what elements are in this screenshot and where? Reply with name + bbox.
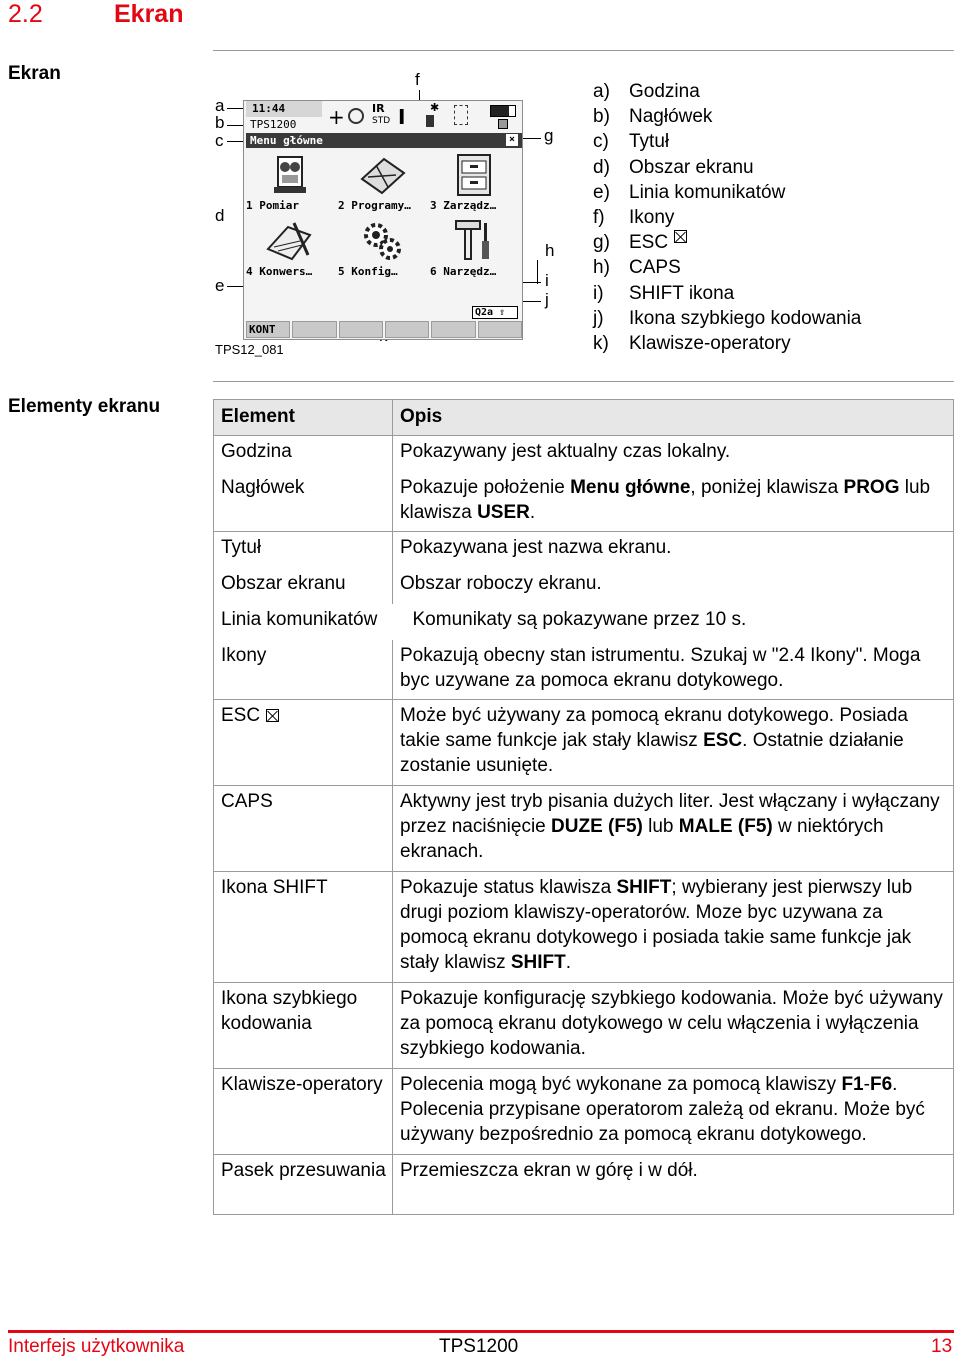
legend-text: CAPS bbox=[629, 257, 681, 279]
battery-icon[interactable] bbox=[490, 105, 516, 117]
legend-key: j) bbox=[593, 307, 604, 329]
element-name: ESC bbox=[221, 705, 261, 726]
desc-text: lub bbox=[642, 816, 679, 837]
chapter-title: Ekran bbox=[114, 0, 184, 28]
description-cell bbox=[393, 1069, 954, 1155]
element-cell: Tytuł bbox=[214, 532, 393, 568]
description-cell: Pokazuje konfigurację szybkiego kodowania. Może być używany za pomocą ekranu dotykowego w celu włączenia i wyłączenia szybkiego kodowania. bbox=[393, 983, 954, 1069]
element-cell: Obszar ekranu bbox=[214, 568, 393, 604]
menu-tile-label: 3 Zarządz… bbox=[430, 199, 497, 212]
element-cell: Ikony bbox=[214, 640, 393, 700]
plus-icon[interactable]: + bbox=[328, 105, 345, 129]
table-row bbox=[214, 436, 954, 472]
screen-title-text: Menu główne bbox=[250, 134, 323, 147]
footer-section-title: Interfejs użytkownika bbox=[8, 1336, 185, 1357]
element-cell: CAPS bbox=[214, 786, 393, 872]
callout-g: g bbox=[544, 126, 554, 145]
legend-item bbox=[593, 331, 861, 356]
menu-tile-konfig[interactable] bbox=[336, 219, 428, 283]
esc-box-icon bbox=[266, 709, 279, 722]
section-label-elements: Elementy ekranu bbox=[8, 396, 161, 417]
desc-text: . bbox=[529, 501, 536, 523]
legend-key: h) bbox=[593, 257, 610, 279]
menu-tile-programy[interactable] bbox=[336, 153, 428, 217]
menu-tile-label: 2 Programy… bbox=[338, 199, 411, 212]
element-cell: Ikona szybkiego kodowania bbox=[214, 983, 393, 1069]
legend-key: f) bbox=[593, 207, 605, 229]
legend-text: Linia komunikatów bbox=[629, 181, 786, 203]
callout-f: f bbox=[415, 70, 420, 89]
legend-key: g) bbox=[593, 232, 610, 254]
screen-figure bbox=[213, 70, 573, 365]
section-label-screen: Ekran bbox=[8, 63, 61, 84]
callout-c: c bbox=[215, 131, 224, 150]
legend-item bbox=[593, 129, 861, 154]
desc-keyword: SHIFT bbox=[616, 877, 672, 898]
screen-header: TPS1200 bbox=[250, 118, 297, 131]
desc-text: . bbox=[565, 952, 572, 973]
element-cell: Klawisze-operatory bbox=[214, 1069, 393, 1155]
softkey-f5[interactable] bbox=[431, 321, 475, 338]
desc-keyword: Menu główne bbox=[570, 476, 691, 498]
element-cell: Godzina bbox=[214, 436, 393, 472]
legend-text: ESC bbox=[629, 232, 669, 254]
desc-keyword: F1 bbox=[841, 1074, 864, 1095]
esc-box-icon bbox=[674, 230, 687, 243]
desc-text: w niektórych ekranach. bbox=[400, 816, 884, 862]
desc-text: - bbox=[863, 1074, 870, 1095]
desc-keyword: MALE (F5) bbox=[678, 816, 773, 837]
description-cell bbox=[393, 872, 954, 983]
desc-keyword: ESC bbox=[703, 730, 743, 751]
chapter-heading bbox=[8, 0, 183, 28]
leader-i bbox=[523, 282, 541, 283]
legend-item bbox=[593, 255, 861, 280]
menu-tile-label: 4 Konwers… bbox=[246, 265, 313, 278]
menu-tile-pomiar[interactable] bbox=[244, 153, 336, 217]
description-cell: Pokazywany jest aktualny czas lokalny. bbox=[393, 436, 954, 472]
lock-icon[interactable] bbox=[498, 119, 508, 129]
legend-text: Ikona szybkiego kodowania bbox=[629, 307, 862, 329]
menu-tile-label: 6 Narzędz… bbox=[430, 265, 497, 278]
legend-text: Godzina bbox=[629, 81, 700, 102]
softkey-f1[interactable]: KONT bbox=[246, 321, 290, 338]
description-cell bbox=[393, 700, 954, 786]
legend-key: c) bbox=[593, 131, 609, 153]
convert-icon bbox=[264, 219, 316, 263]
callout-b: b bbox=[215, 113, 225, 132]
table-row bbox=[214, 700, 954, 786]
menu-tile-label: 5 Konfig… bbox=[338, 265, 398, 278]
desc-keyword: F6 bbox=[869, 1074, 893, 1095]
bluetooth-icon[interactable]: ✱ bbox=[430, 101, 440, 114]
menu-tile-zarzadz[interactable] bbox=[428, 153, 520, 217]
footer-page-number: 13 bbox=[931, 1336, 953, 1357]
table-row bbox=[214, 1155, 954, 1215]
description-cell: Przemieszcza ekran w górę i w dół. bbox=[393, 1155, 954, 1215]
desc-text: . Polecenia przypisane operatorom zależą od ekranu. Może być używany bezpośrednio za pomocą ekranu dotykowego. bbox=[400, 1074, 925, 1145]
figure-id: TPS12_081 bbox=[215, 342, 284, 357]
desc-text: Pokazuje status klawisza bbox=[400, 877, 617, 898]
legend-text: Tytuł bbox=[629, 131, 670, 153]
legend-key: b) bbox=[593, 106, 610, 128]
legend-item bbox=[593, 104, 861, 129]
legend-item bbox=[593, 306, 861, 331]
callout-i: i bbox=[545, 271, 549, 290]
legend-item bbox=[593, 79, 861, 104]
desc-keyword: DUZE (F5) bbox=[551, 816, 643, 837]
description-cell: Pokazują obecny stan istrumentu. Szukaj w "2.4 Ikony". Moga byc uzywane za pomoca ekranu dotykowego. bbox=[393, 640, 954, 700]
table-header-row bbox=[214, 400, 954, 436]
legend-item bbox=[593, 281, 861, 306]
legend-key: i) bbox=[593, 282, 604, 304]
device-screen bbox=[243, 100, 523, 340]
section-divider-middle bbox=[213, 381, 954, 382]
clock: 11:44 bbox=[246, 101, 322, 117]
desc-text: Aktywny jest tryb pisania dużych liter. Jest włączany i wyłączany przez naciśnięcie bbox=[400, 791, 940, 837]
softkey-f4[interactable] bbox=[385, 321, 429, 338]
menu-tile-konwers[interactable] bbox=[244, 219, 336, 283]
leader-j bbox=[523, 301, 541, 302]
desc-text: Polecenia mogą być wykonane za pomocą klawiszy bbox=[400, 1074, 842, 1095]
elements-table bbox=[213, 399, 954, 1215]
legend-item bbox=[593, 230, 861, 255]
column-header-element: Element bbox=[214, 400, 393, 436]
legend-text: Ikony bbox=[629, 207, 675, 229]
figure-legend bbox=[593, 79, 861, 356]
desc-keyword: USER bbox=[477, 501, 530, 523]
description-cell bbox=[393, 472, 954, 532]
callout-e: e bbox=[215, 276, 225, 295]
table-row bbox=[214, 568, 954, 604]
chapter-number: 2.2 bbox=[8, 0, 43, 28]
table-row bbox=[214, 786, 954, 872]
cursor-icon[interactable]: I bbox=[398, 105, 406, 129]
legend-key: e) bbox=[593, 181, 610, 203]
quick-code-icon[interactable]: Q2a ⇧ bbox=[472, 306, 518, 319]
esc-close-icon[interactable]: × bbox=[506, 134, 518, 146]
footer-rule bbox=[8, 1330, 954, 1333]
table-row bbox=[214, 1069, 954, 1155]
softkey-f6[interactable] bbox=[478, 321, 522, 338]
desc-text: lub klawisza bbox=[400, 476, 931, 523]
legend-item bbox=[593, 155, 861, 180]
file-cabinet-icon bbox=[448, 153, 500, 197]
desc-keyword: SHIFT bbox=[510, 952, 566, 973]
table-row bbox=[214, 983, 954, 1069]
softkey-f2[interactable] bbox=[292, 321, 336, 338]
element-cell: Linia komunikatów bbox=[214, 604, 393, 640]
table-row bbox=[214, 872, 954, 983]
legend-item bbox=[593, 180, 861, 205]
desc-text: Pokazuje położenie bbox=[400, 476, 571, 498]
desc-text: . Ostatnie działanie zostanie usunięte. bbox=[400, 730, 904, 776]
status-icon-bar bbox=[326, 101, 522, 132]
description-cell: Obszar roboczy ekranu. bbox=[393, 568, 954, 604]
element-cell bbox=[214, 700, 393, 786]
desc-text: Może być używany za pomocą ekranu dotykowego. Posiada takie same funkcje jak stały klawisz bbox=[400, 705, 908, 751]
softkey-f3[interactable] bbox=[339, 321, 383, 338]
legend-text: Klawisze-operatory bbox=[629, 333, 791, 355]
ir-icon[interactable]: IR bbox=[372, 102, 385, 115]
tools-icon bbox=[448, 219, 500, 263]
column-header-opis: Opis bbox=[393, 400, 954, 436]
section-divider-top bbox=[213, 50, 954, 51]
memory-icon[interactable] bbox=[426, 115, 434, 127]
menu-tile-label: 1 Pomiar bbox=[246, 199, 299, 212]
menu-tile-narzedz[interactable] bbox=[428, 219, 520, 283]
element-cell: Pasek przesuwania bbox=[214, 1155, 393, 1215]
callout-d: d bbox=[215, 206, 225, 225]
description-cell: Pokazywana jest nazwa ekranu. bbox=[393, 532, 954, 568]
callout-h: h bbox=[545, 241, 555, 260]
gear-icon bbox=[356, 219, 408, 263]
desc-text: ; wybierany jest pierwszy lub drugi poziom klawiszy-operatorów. Moze byc uzywana za pomocą ekranu dotykowego i posiada takie same funkcje jak stały klawisz bbox=[400, 877, 913, 973]
screen-title bbox=[246, 133, 522, 148]
programs-icon bbox=[356, 153, 408, 197]
element-cell: Nagłówek bbox=[214, 472, 393, 532]
legend-item bbox=[593, 205, 861, 230]
callout-a: a bbox=[215, 96, 225, 115]
desc-text: , poniżej klawisza bbox=[690, 476, 844, 498]
table-row bbox=[214, 604, 954, 640]
legend-text: SHIFT ikona bbox=[629, 282, 735, 304]
legend-key: a) bbox=[593, 81, 610, 102]
footer-product: TPS1200 bbox=[439, 1336, 519, 1357]
description-cell bbox=[393, 786, 954, 872]
callout-j: j bbox=[545, 290, 549, 309]
softkey-bar bbox=[246, 321, 522, 338]
std-icon[interactable]: STD bbox=[372, 116, 391, 126]
legend-key: k) bbox=[593, 333, 609, 355]
satellite-icon[interactable] bbox=[454, 105, 468, 125]
description-cell: Komunikaty są pokazywane przez 10 s. bbox=[393, 604, 954, 640]
legend-text: Nagłówek bbox=[629, 106, 713, 128]
leader-h bbox=[537, 260, 538, 284]
desc-keyword: PROG bbox=[843, 476, 900, 498]
table-row bbox=[214, 472, 954, 532]
target-icon[interactable] bbox=[348, 108, 364, 124]
survey-icon bbox=[264, 153, 316, 197]
table-row bbox=[214, 532, 954, 568]
element-cell: Ikona SHIFT bbox=[214, 872, 393, 983]
legend-key: d) bbox=[593, 156, 610, 178]
legend-text: Obszar ekranu bbox=[629, 156, 754, 178]
table-row bbox=[214, 640, 954, 700]
